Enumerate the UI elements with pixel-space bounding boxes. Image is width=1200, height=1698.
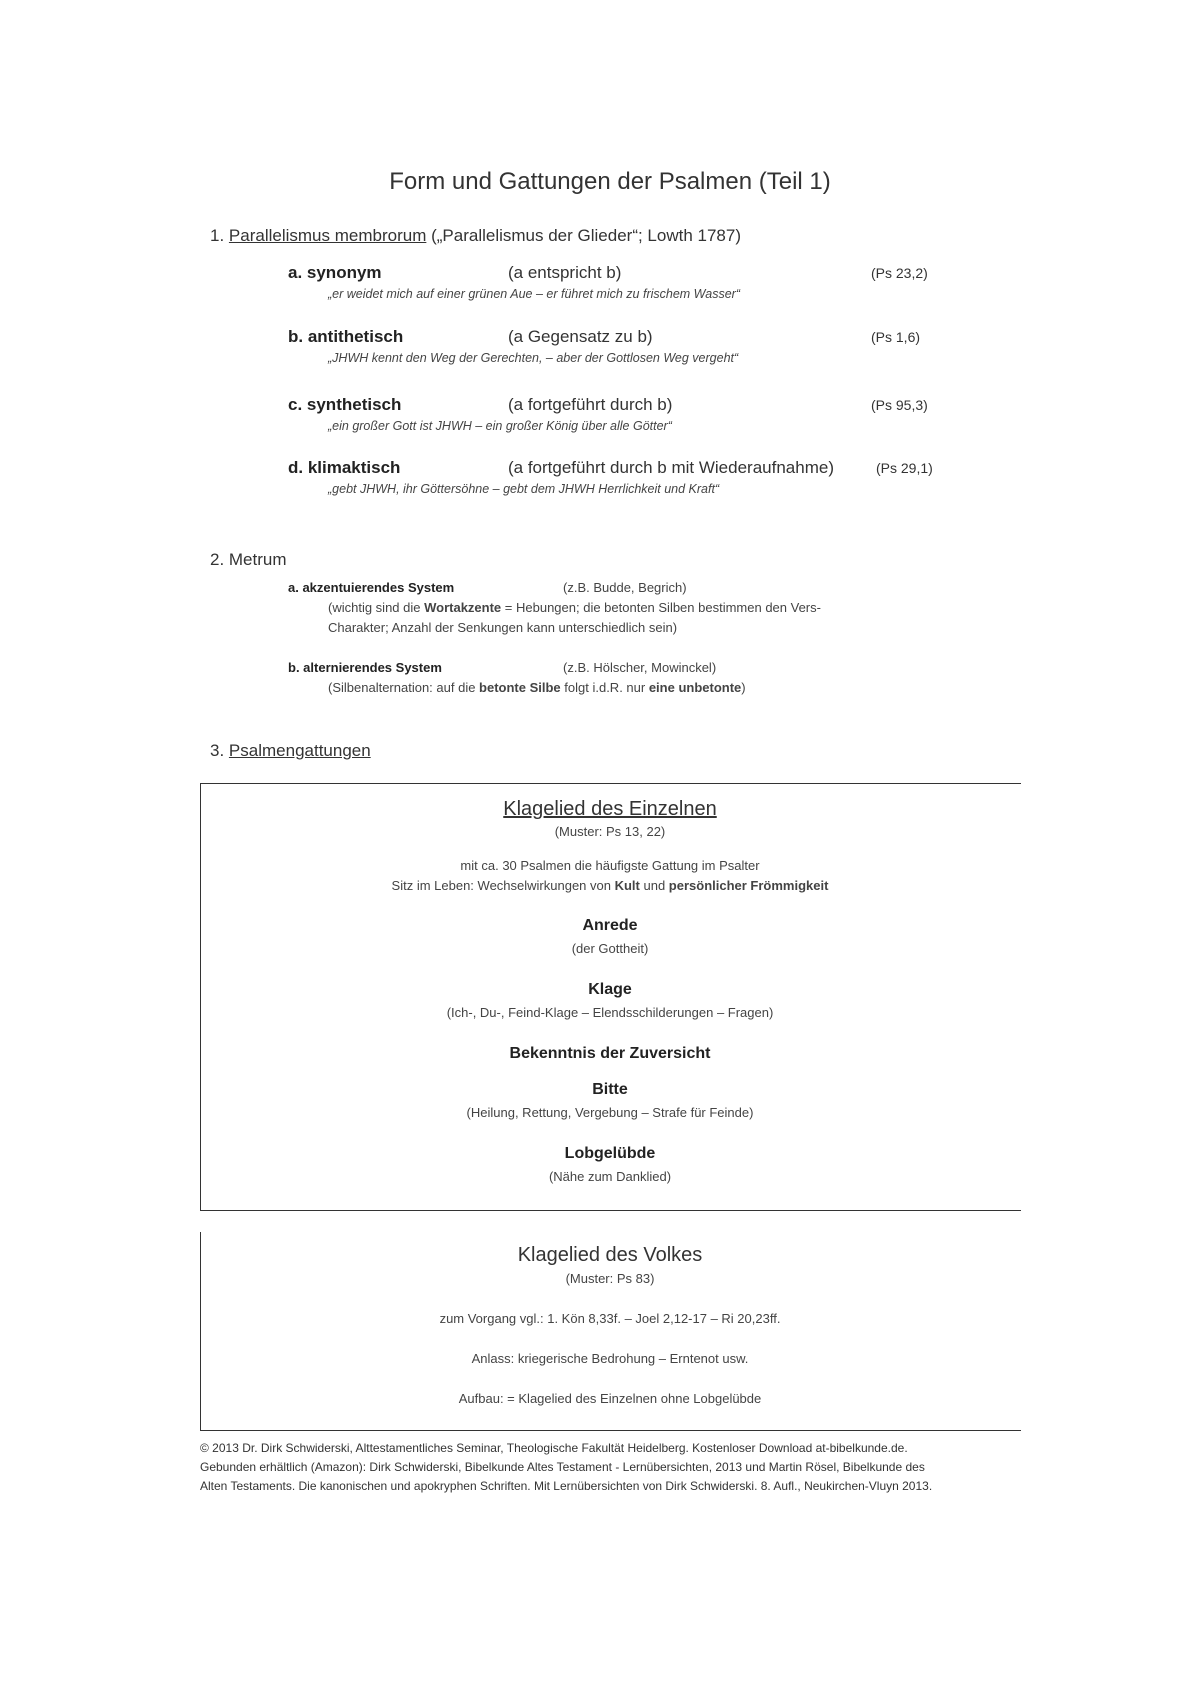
metrum-explanation: (wichtig sind die Wortakzente = Hebungen; die betonten Silben bestimmen den Vers- [328, 600, 821, 615]
structure-element-heading: Klage [588, 981, 632, 998]
psalm-reference: (Ps 95,3) [871, 397, 928, 413]
genre-pattern: (Muster: Ps 83) [565, 1271, 655, 1286]
genre-title: Klagelied des Volkes [517, 1244, 703, 1266]
section-3-heading [210, 741, 371, 761]
structure-element-heading: Bitte [592, 1081, 628, 1098]
metrum-term: a. akzentuierendes System [288, 580, 455, 595]
footer-copyright: © 2013 Dr. Dirk Schwiderski, Alttestamentliches Seminar, Theologische Fakultät Heidelberg. Kostenloser Download at-bibelkunde.de. [200, 1441, 908, 1455]
section-number: 3. [210, 741, 225, 760]
section-title: Parallelismus membrorum [228, 226, 427, 245]
genre-intro: mit ca. 30 Psalmen die häufigste Gattung im Psalter [460, 858, 760, 873]
metrum-references: (z.B. Hölscher, Mowinckel) [563, 660, 717, 675]
section-title: Psalmengattungen [228, 741, 371, 760]
genre-title: Klagelied des Einzelnen [503, 798, 717, 820]
genre-detail: Anlass: kriegerische Bedrohung – Erntenot usw. [471, 1351, 749, 1366]
metrum-explanation: (Silbenalternation: auf die betonte Silbe folgt i.d.R. nur eine unbetonte) [328, 680, 746, 695]
structure-element-heading: Anrede [582, 917, 638, 934]
parallelism-example: „JHWH kennt den Weg der Gerechten, – aber der Gottlosen Weg vergeht“ [328, 351, 739, 365]
parallelism-example: „er weidet mich auf einer grünen Aue – er führet mich zu frischem Wasser“ [328, 287, 740, 301]
structure-element-note: (der Gottheit) [571, 941, 649, 956]
structure-element-note: (Nähe zum Danklied) [548, 1169, 672, 1184]
structure-element-note: (Ich-, Du-, Feind-Klage – Elendsschilderungen – Fragen) [446, 1005, 774, 1020]
structure-element-heading: Lobgelübde [564, 1145, 656, 1162]
section-number: 1. [210, 226, 225, 245]
parallelism-example: „ein großer Gott ist JHWH – ein großer König über alle Götter“ [328, 419, 672, 433]
psalm-reference: (Ps 1,6) [871, 329, 921, 345]
parallelism-description: (a Gegensatz zu b) [508, 327, 653, 346]
parallelism-description: (a fortgeführt durch b) [508, 395, 673, 414]
section-1-heading [210, 226, 741, 246]
metrum-explanation: Charakter; Anzahl der Senkungen kann unterschiedlich sein) [328, 620, 678, 635]
parallelism-example: „gebt JHWH, ihr Göttersöhne – gebt dem JHWH Herrlichkeit und Kraft“ [328, 482, 720, 496]
parallelism-term: c. synthetisch [288, 395, 402, 414]
psalm-reference: (Ps 23,2) [871, 265, 928, 281]
structure-element-note: (Heilung, Rettung, Vergebung – Strafe für Feinde) [466, 1105, 754, 1120]
section-2-heading: 2. Metrum [210, 550, 287, 569]
parallelism-description: (a fortgeführt durch b mit Wiederaufnahme) [508, 458, 834, 477]
metrum-term: b. alternierendes System [288, 660, 442, 675]
genre-detail: zum Vorgang vgl.: 1. Kön 8,33f. – Joel 2,12-17 – Ri 20,23ff. [439, 1311, 781, 1326]
parallelism-term: d. klimaktisch [288, 458, 401, 477]
parallelism-description: (a entspricht b) [508, 263, 622, 282]
genre-pattern: (Muster: Ps 13, 22) [554, 824, 666, 839]
psalm-reference: (Ps 29,1) [876, 460, 933, 476]
parallelism-term: b. antithetisch [288, 327, 404, 346]
structure-element-heading: Bekenntnis der Zuversicht [509, 1045, 711, 1062]
genre-setting: Sitz im Leben: Wechselwirkungen von Kult und persönlicher Frömmigkeit [391, 878, 829, 893]
section-subtitle: („Parallelismus der Glieder“; Lowth 1787) [431, 226, 741, 245]
footer-note: Gebunden erhältlich (Amazon): Dirk Schwiderski, Bibelkunde Altes Testament - Lernübersichten, 2013 und Martin Rösel, Bibelkunde des [200, 1460, 925, 1474]
page-title: Form und Gattungen der Psalmen (Teil 1) [389, 168, 831, 195]
parallelism-term: a. synonym [288, 263, 382, 282]
footer-note: Alten Testaments. Die kanonischen und apokryphen Schriften. Mit Lernübersichten von Dirk Schwiderski. 8. Aufl., Neukirchen-Vluyn 2013. [200, 1479, 933, 1493]
genre-detail: Aufbau: = Klagelied des Einzelnen ohne Lobgelübde [458, 1391, 762, 1406]
metrum-references: (z.B. Budde, Begrich) [563, 580, 687, 595]
